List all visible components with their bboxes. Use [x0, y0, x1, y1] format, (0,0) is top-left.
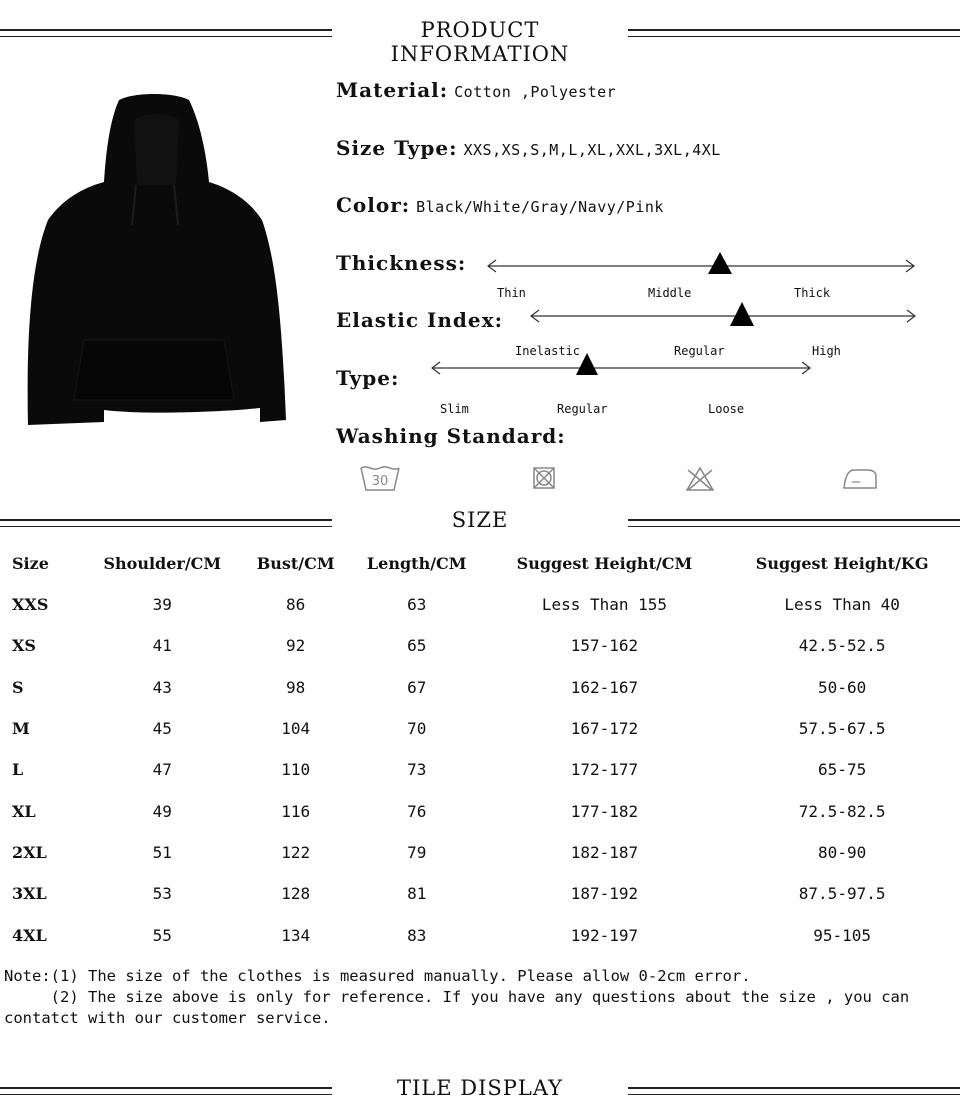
- cell-shoulder: 49: [152, 801, 172, 821]
- table-row: [0, 667, 960, 708]
- cell-bust: 92: [286, 636, 306, 656]
- divider-right: [628, 519, 960, 527]
- cell-length: 70: [407, 719, 427, 739]
- cell-length: 76: [407, 801, 427, 821]
- no-tumble-dry-icon: [522, 462, 566, 494]
- wash-temp-text: 30: [371, 474, 389, 489]
- divider-left: [0, 1087, 332, 1095]
- cell-length: 67: [407, 677, 427, 697]
- elastic-label-inelastic: Inelastic: [515, 344, 581, 358]
- cell-height-cm: 172-177: [570, 760, 639, 780]
- type-label-loose: Loose: [708, 402, 745, 416]
- cell-size: L: [12, 760, 24, 780]
- cell-weight-kg: 87.5-97.5: [798, 884, 886, 904]
- cell-weight-kg: 72.5-82.5: [798, 801, 886, 821]
- cell-weight-kg: 80-90: [818, 842, 867, 862]
- thickness-label-middle: Middle: [648, 286, 692, 300]
- header-weight-kg: Suggest Height/KG: [755, 553, 929, 573]
- cell-weight-kg: 57.5-67.5: [798, 719, 886, 739]
- material-row: [336, 78, 616, 102]
- cell-length: 79: [407, 842, 427, 862]
- type-label: Type:: [336, 366, 400, 390]
- table-row: [0, 832, 960, 873]
- size-type-row: [336, 136, 721, 160]
- material-label: Material:: [336, 78, 449, 102]
- color-row: [336, 193, 664, 217]
- cell-length: 63: [407, 595, 427, 615]
- cell-shoulder: 55: [152, 925, 172, 945]
- washing-standard-label: Washing Standard:: [336, 424, 566, 448]
- divider-right: [628, 29, 960, 37]
- cell-shoulder: 47: [152, 760, 172, 780]
- cell-bust: 122: [281, 842, 311, 862]
- cell-weight-kg: 65-75: [818, 760, 867, 780]
- material-value: Cotton ,Polyester: [454, 83, 617, 101]
- section-header-tile-display: [0, 1074, 960, 1106]
- elastic-label-high: High: [812, 344, 841, 358]
- cell-height-cm: Less Than 155: [541, 595, 668, 615]
- size-type-label: Size Type:: [336, 136, 458, 160]
- cell-weight-kg: 50-60: [818, 677, 867, 697]
- cell-bust: 134: [281, 925, 311, 945]
- cell-length: 81: [407, 884, 427, 904]
- thickness-label-thick: Thick: [794, 286, 831, 300]
- table-row: [0, 914, 960, 955]
- cell-bust: 116: [281, 801, 311, 821]
- cell-bust: 104: [281, 719, 311, 739]
- color-label: Color:: [336, 193, 411, 217]
- elastic-label-regular: Regular: [674, 344, 725, 358]
- section-header-product-info: [0, 16, 960, 66]
- size-table-header-row: [0, 542, 960, 584]
- size-table: [0, 542, 960, 956]
- no-bleach-icon: [678, 462, 722, 494]
- divider-left: [0, 519, 332, 527]
- size-notes: [4, 966, 944, 1029]
- cell-size: M: [12, 719, 30, 739]
- header-height-cm: Suggest Height/CM: [516, 553, 693, 573]
- header-bust: Bust/CM: [256, 553, 335, 573]
- cell-shoulder: 41: [152, 636, 172, 656]
- thickness-label: Thickness:: [336, 251, 467, 275]
- type-label-slim: Slim: [440, 402, 469, 416]
- table-row: [0, 873, 960, 914]
- cell-shoulder: 53: [152, 884, 172, 904]
- header-shoulder: Shoulder/CM: [103, 553, 222, 573]
- header-size: Size: [12, 553, 49, 573]
- table-row: [0, 790, 960, 831]
- table-row: [0, 625, 960, 666]
- cell-bust: 128: [281, 884, 311, 904]
- hoodie-product-image: [24, 90, 286, 430]
- cell-bust: 98: [286, 677, 306, 697]
- cell-weight-kg: 95-105: [813, 925, 872, 945]
- cell-height-cm: 167-172: [570, 719, 639, 739]
- cell-shoulder: 45: [152, 719, 172, 739]
- cell-shoulder: 43: [152, 677, 172, 697]
- cell-shoulder: 39: [152, 595, 172, 615]
- type-label-regular: Regular: [557, 402, 608, 416]
- cell-height-cm: 157-162: [570, 636, 639, 656]
- thickness-marker: [708, 252, 732, 274]
- divider-right: [628, 1087, 960, 1095]
- size-type-value: XXS,XS,S,M,L,XL,XXL,3XL,4XL: [463, 141, 721, 159]
- cell-bust: 86: [286, 595, 306, 615]
- iron-icon: [838, 462, 882, 494]
- cell-size: XS: [12, 636, 36, 656]
- type-scale: [430, 353, 814, 379]
- type-marker: [576, 353, 598, 375]
- cell-size: 3XL: [12, 884, 47, 904]
- cell-height-cm: 182-187: [570, 842, 639, 862]
- section-title: SIZE: [451, 508, 509, 532]
- table-row: [0, 749, 960, 790]
- elastic-marker: [730, 302, 754, 326]
- note-line-2: (2) The size above is only for reference. If you have any questions about the size , you can contatct with our customer service.: [4, 988, 919, 1027]
- cell-size: XXS: [12, 595, 49, 615]
- section-title: TILE DISPLAY: [396, 1076, 564, 1100]
- elastic-scale: [529, 302, 919, 328]
- thickness-scale: [486, 252, 918, 278]
- cell-height-cm: 192-197: [570, 925, 639, 945]
- table-row: [0, 584, 960, 625]
- cell-size: 4XL: [12, 925, 47, 945]
- wash-30-icon: [358, 462, 402, 494]
- color-value: Black/White/Gray/Navy/Pink: [416, 198, 664, 216]
- divider-left: [0, 29, 332, 37]
- thickness-label-thin: Thin: [497, 286, 526, 300]
- cell-length: 83: [407, 925, 427, 945]
- cell-weight-kg: 42.5-52.5: [798, 636, 886, 656]
- cell-size: XL: [12, 801, 36, 821]
- section-header-size: [0, 506, 960, 538]
- cell-height-cm: 177-182: [570, 801, 639, 821]
- cell-size: S: [12, 677, 24, 697]
- cell-height-cm: 162-167: [570, 677, 639, 697]
- cell-length: 65: [407, 636, 427, 656]
- cell-length: 73: [407, 760, 427, 780]
- cell-height-cm: 187-192: [570, 884, 639, 904]
- cell-bust: 110: [281, 760, 311, 780]
- table-row: [0, 708, 960, 749]
- note-line-1: Note:(1) The size of the clothes is measured manually. Please allow 0-2cm error.: [4, 967, 751, 985]
- elastic-index-label: Elastic Index:: [336, 308, 503, 332]
- section-title: PRODUCT INFORMATION: [390, 18, 570, 66]
- cell-weight-kg: Less Than 40: [784, 595, 900, 615]
- cell-size: 2XL: [12, 842, 47, 862]
- header-length: Length/CM: [366, 553, 467, 573]
- cell-shoulder: 51: [152, 842, 172, 862]
